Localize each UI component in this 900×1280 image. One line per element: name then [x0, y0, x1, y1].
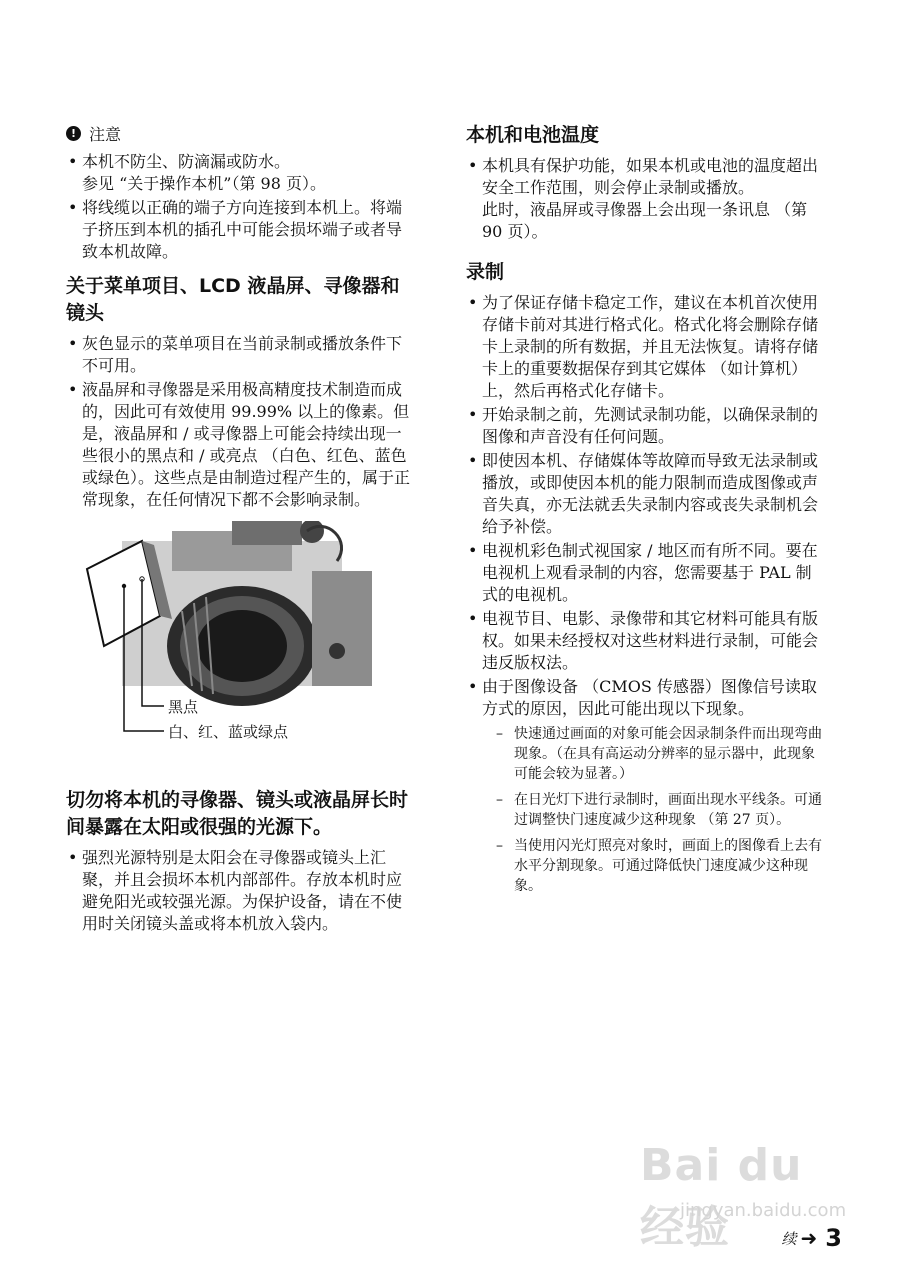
caution-item — [66, 197, 416, 263]
label-color-dot: 白、红、蓝或绿点 — [168, 723, 289, 741]
menu-section-heading: 关于菜单项目、LCD 液晶屏、寻像器和镜头 — [66, 275, 400, 324]
list-item: • 为了保证存储卡稳定工作，建议在本机首次使用存储卡前对其进行格式化。格式化将会删除存储卡上录制的所有数据，并且无法恢复。请将存储卡上的重要数据保存到其它媒体 （如计算机）上，然后再格式化存储卡。 — [466, 292, 826, 402]
list-item: • 开始录制之前，先测试录制功能，以确保录制的图像和声音没有任何问题。 — [466, 404, 826, 448]
camcorder-illustration — [82, 521, 412, 761]
left-column — [66, 122, 416, 945]
list-item-text: • 本机具有保护功能，如果本机或电池的温度超出安全工作范围，则会停止录制或播放。 — [482, 156, 819, 197]
sub-list-item: – 快速通过画面的对象可能会因录制条件而出现弯曲现象。（在具有高运动分辨率的显示器中，此现象可能会较为显著。） — [482, 724, 826, 784]
temp-section-list — [466, 155, 826, 243]
list-item-text: 由于图像设备 （CMOS 传感器）图像信号读取方式的原因，因此可能出现以下现象。 — [482, 677, 817, 718]
list-item: • 强烈光源特别是太阳会在寻像器或镜头上汇聚，并且会损坏本机内部部件。存放本机时应避免阳光或较强光源。为保护设备，请在不使用时关闭镜头盖或将本机放入袋内。 — [66, 847, 416, 935]
caution-item-text: 将线缆以正确的端子方向连接到本机上。将端子挤压到本机的插孔中可能会损坏端子或者导致本机故障。 — [82, 198, 403, 261]
arrow-right-icon: ➜ — [800, 1226, 818, 1250]
sun-section-list — [66, 847, 416, 935]
viewfinder — [232, 521, 302, 545]
list-item: • 即使因本机、存储媒体等故障而导致无法录制或播放，或即使因本机的能力限制而造成图像或声音失真，亦无法就丢失录制内容或丧失录制机会给予补偿。 — [466, 450, 826, 538]
right-column — [466, 122, 826, 906]
watermark-url: jingyan.baidu.com — [680, 1200, 847, 1221]
list-item-text: 此时，液晶屏或寻像器上会出现一条讯息 （第 90 页）。 — [482, 200, 808, 241]
caution-list — [66, 151, 416, 263]
list-item: • 液晶屏和寻像器是采用极高精度技术制造而成的，因此可有效使用 99.99% 以上的像素。但是，液晶屏和 / 或寻像器上可能会持续出现一些很小的黑点和 / 或亮点 （白色、红色、蓝色或绿色）。这些点是由制造过程产生的，属于正常现象，在任何情况下都不会影响录制。 — [66, 379, 416, 511]
sub-list-item: – 在日光灯下进行录制时，画面出现水平线条。可通过调整快门速度减少这种现象 （第 27 页）。 — [482, 790, 826, 830]
list-item: • 灰色显示的菜单项目在当前录制或播放条件下不可用。 — [66, 333, 416, 377]
watermark — [640, 1140, 860, 1253]
page-footer — [782, 1224, 842, 1252]
caution-icon: ! — [66, 126, 81, 141]
list-item — [466, 676, 826, 896]
side-button — [329, 643, 345, 659]
list-item: • 电视节目、电影、录像带和其它材料可能具有版权。如果未经授权对这些材料进行录制，可能会违反版权法。 — [466, 608, 826, 674]
continued-label: 续 — [781, 1229, 797, 1248]
caution-item — [66, 151, 416, 195]
list-item — [466, 155, 826, 243]
caution-item-text: • 本机不防尘、防滴漏或防水。 — [82, 152, 291, 171]
label-black-dot: 黑点 — [168, 698, 199, 716]
viewfinder-eyecup — [300, 521, 324, 543]
record-section-list — [466, 292, 826, 896]
menu-section-list — [66, 333, 416, 511]
temp-section-heading: 本机和电池温度 — [466, 124, 600, 146]
caution-title: 注意 — [89, 125, 122, 144]
sun-section-heading: 切勿将本机的寻像器、镜头或液晶屏长时间暴露在太阳或很强的光源下。 — [66, 789, 409, 838]
side-panel — [312, 571, 372, 686]
caution-heading — [66, 122, 416, 145]
record-section-heading: 录制 — [466, 261, 505, 283]
sub-list — [482, 724, 826, 896]
list-item: • 电视机彩色制式视国家 / 地区而有所不同。要在电视机上观看录制的内容，您需要基于 PAL 制式的电视机。 — [466, 540, 826, 606]
watermark-brand: Bai du 经验 — [640, 1140, 803, 1253]
sub-list-item: – 当使用闪光灯照亮对象时，画面上的图像看上去有水平分割现象。可通过降低快门速度减少这种现象。 — [482, 836, 826, 896]
caution-item-ref: 参见 “关于操作本机”（第 98 页）。 — [82, 174, 326, 193]
page-number: 3 — [825, 1224, 842, 1252]
